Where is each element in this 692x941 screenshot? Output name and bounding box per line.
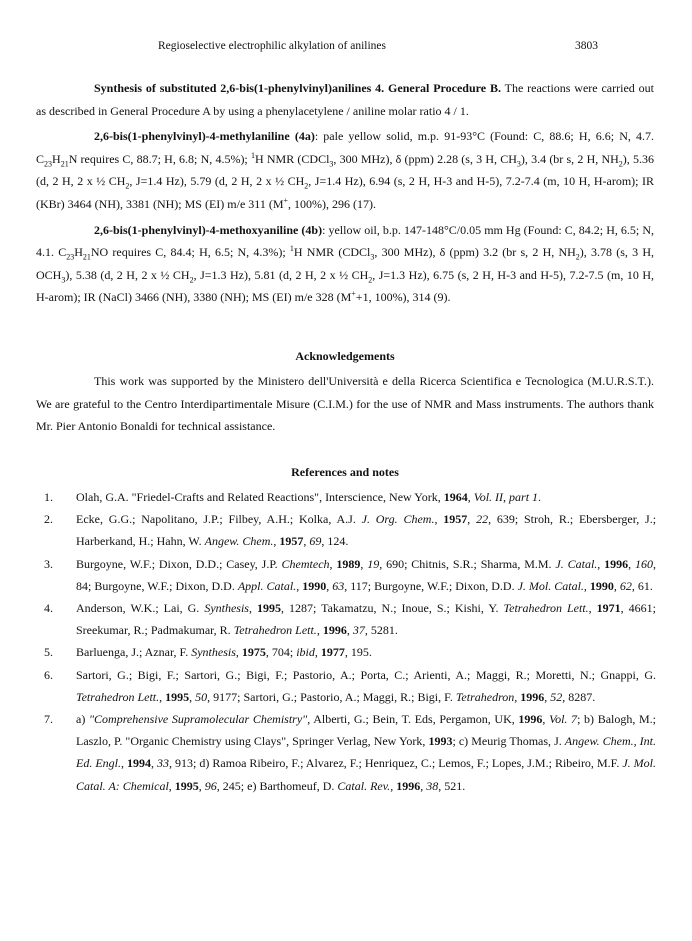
reference-italic: 37 <box>352 623 365 638</box>
reference-fragment: , <box>628 556 635 571</box>
reference-item <box>36 641 656 663</box>
reference-item <box>36 553 656 597</box>
reference-italic: Synthesis <box>191 645 236 660</box>
reference-fragment: , Alberti, G.; Bein, T. Eds, Pergamon, UK, <box>307 712 519 727</box>
reference-fragment: , <box>588 601 597 616</box>
reference-item <box>36 597 656 641</box>
reference-year: 1996 <box>322 623 347 638</box>
reference-fragment: , <box>326 578 333 593</box>
reference-year: 1964 <box>443 490 468 504</box>
reference-italic: 50 <box>195 689 208 704</box>
ms-superscript: + <box>351 289 356 299</box>
reference-italic: Synthesis <box>204 601 249 616</box>
reference-italic: Tetrahedron Lett. <box>233 623 317 638</box>
compound-4b-text: +1, 100%), 314 (9). <box>355 290 451 305</box>
compound-4a-name: 2,6-bis(1-phenylvinyl)-4-methylaniline (4a) <box>94 129 315 144</box>
reference-year: 1975 <box>241 645 266 660</box>
formula-subscript: 2 <box>368 275 373 285</box>
reference-fragment: , <box>314 645 321 660</box>
reference-text <box>76 708 656 797</box>
reference-fragment: Olah, G.A. "Friedel-Crafts and Related Reactions", Interscience, New York, <box>76 490 444 504</box>
reference-year: 1977 <box>320 645 345 660</box>
reference-item <box>36 708 656 797</box>
compound-4b-text: , J=1.3 Hz), 6.75 (s, 2 H, H-3 and H-5), 7.2-7.5 (m, 10 H, H-arom); IR (NaCl) 3466 (NH), 3380 (NH); MS (EI) m/e 328 (M <box>36 267 655 305</box>
reference-fragment: , 4661; Sreekumar, R.; Padmakumar, R. <box>76 601 657 638</box>
reference-italic: Chemtech <box>281 556 330 571</box>
reference-italic: Catal. Rev. <box>337 778 391 793</box>
reference-italic: J. Org. Chem. <box>361 512 435 527</box>
reference-fragment: , <box>346 623 353 638</box>
reference-year: 1990 <box>589 578 614 593</box>
reference-italic: 96 <box>204 778 217 793</box>
compound-4b-name: 2,6-bis(1-phenylvinyl)-4-methoxyaniline (4b) <box>94 222 323 237</box>
formula-subscript: 2 <box>125 181 130 191</box>
compound-4b-text: : yellow oil, b.p. 147-148°C/0.05 mm Hg (Found: C, 84.2; H, 6.5; N, 4.1. C <box>36 222 654 260</box>
reference-year: 1994 <box>127 756 152 771</box>
formula-subscript: 23 <box>66 252 75 262</box>
reference-fragment: , 5281. <box>364 623 398 638</box>
reference-text <box>76 508 656 552</box>
reference-fragment: , <box>360 556 368 571</box>
reference-year: 1995 <box>256 601 281 616</box>
reference-italic: "Comprehensive Supramolecular Chemistry" <box>88 712 308 727</box>
compound-4b-text: , J=1.3 Hz), 5.81 (d, 2 H, 2 x ½ CH <box>193 267 369 282</box>
reference-fragment: , <box>303 534 310 549</box>
compound-4a-text: , J=1.4 Hz), 5.79 (d, 2 H, 2 x ½ CH <box>129 174 305 189</box>
compound-4b-text: ), 5.38 (d, 2 H, 2 x ½ CH <box>65 267 190 282</box>
reference-text <box>76 486 656 508</box>
compound-4a-text: ), 3.4 (br s, 2 H, NH <box>520 151 619 166</box>
page-number: 3803 <box>575 40 598 52</box>
compound-4b-text: H <box>74 245 83 260</box>
reference-year: 1996 <box>604 556 629 571</box>
reference-year: 1996 <box>520 689 545 704</box>
compound-4a-text: H NMR (CDCl <box>254 151 330 166</box>
reference-text <box>76 597 656 641</box>
reference-fragment: , <box>151 756 158 771</box>
reference-italic: Vol. II, part 1 <box>473 490 539 504</box>
reference-fragment: , 913; d) Ramoa Ribeiro, F.; Alvarez, F.; Henriquez, C.; Lemos, F.; Lopes, J.M.; Ribeiro, M.F. <box>169 756 623 771</box>
reference-italic: Appl. Catal. <box>237 578 297 593</box>
formula-subscript: 3 <box>516 159 521 169</box>
formula-subscript: 21 <box>60 159 69 169</box>
ms-superscript: + <box>283 195 289 205</box>
reference-fragment: , <box>235 645 242 660</box>
reference-text <box>76 553 656 597</box>
reference-fragment: , <box>248 601 257 616</box>
reference-fragment: . <box>538 490 542 504</box>
reference-number: 5. <box>44 645 53 660</box>
reference-number: 3. <box>44 556 53 571</box>
reference-italic: 33 <box>157 756 170 771</box>
reference-fragment: Anderson, W.K.; Lai, G. <box>76 601 205 616</box>
formula-subscript: 2 <box>304 181 309 191</box>
reference-italic: J. Mol. Catal. <box>517 578 584 593</box>
compound-4a-text: , J=1.4 Hz), 6.94 (s, 2 H, H-3 and H-5), 7.2-7.4 (m, 10 H, H-arom); IR (KBr) 3464 (NH), 3381 (NH); MS (EI) m/e 311 (M <box>36 174 654 211</box>
acknowledgements-text: This work was supported by the Ministero dell'Università e della Ricerca Scientifica e Tecnologica (M.U.R.S.T.). We are grateful to the Centro Interdipartimentale Misure (C.I.M.) for the use of NMR and Mass instruments. The authors thank Mr. Pier Antonio Bonaldi for technical assistance. <box>36 374 654 434</box>
compound-4a-text: H <box>52 151 61 166</box>
reference-year: 1971 <box>596 601 621 616</box>
reference-italic: 22 <box>476 512 489 527</box>
formula-subscript: 2 <box>189 275 194 285</box>
reference-fragment: , <box>390 778 397 793</box>
reference-year: 1996 <box>396 778 421 793</box>
compound-4a-text: , 300 MHz), δ (ppm) 2.28 (s, 3 H, CH <box>333 151 517 166</box>
references-heading: References and notes <box>291 465 399 479</box>
compound-4b-text: NO requires C, 84.4; H, 6.5; N, 4.3%); <box>90 245 290 260</box>
formula-subscript: 3 <box>370 252 375 262</box>
reference-fragment: , 1287; Takamatzu, N.; Inoue, S.; Kishi, Y. <box>280 601 504 616</box>
reference-italic: 62 <box>619 578 632 593</box>
reference-number: 7. <box>44 712 53 727</box>
reference-fragment: , 195. <box>344 645 372 660</box>
reference-fragment: , <box>544 689 551 704</box>
reference-italic: 38 <box>426 778 439 793</box>
reference-fragment: , <box>296 578 303 593</box>
reference-fragment: , <box>613 578 620 593</box>
general-procedure-b-paragraph <box>36 77 654 122</box>
reference-italic: 63 <box>332 578 345 593</box>
reference-italic: 160 <box>635 556 653 571</box>
reference-italic: Angew. Chem., Int. Ed. Engl. <box>76 734 656 771</box>
reference-number: 4. <box>44 601 53 616</box>
reference-fragment: , <box>121 756 128 771</box>
reference-fragment: , <box>583 578 590 593</box>
reference-italic: Tetrahedron, <box>455 689 518 704</box>
reference-fragment: , <box>542 712 550 727</box>
reference-fragment: , 704; <box>265 645 297 660</box>
running-title: Regioselective electrophilic alkylation of anilines <box>158 40 387 52</box>
reference-fragment: , <box>159 689 166 704</box>
reference-fragment: , <box>198 778 205 793</box>
formula-subscript: 23 <box>44 159 53 169</box>
formula-subscript: 3 <box>61 275 66 285</box>
acknowledgements-heading: Acknowledgements <box>295 349 395 363</box>
reference-italic: 19 <box>367 556 380 571</box>
reference-fragment: , 639; Stroh, R.; Ebersberger, J.; Harberkand, H.; Hahn, W. <box>76 512 657 549</box>
reference-year: 1995 <box>165 689 190 704</box>
reference-italic: J. Catal. <box>555 556 598 571</box>
reference-item <box>36 664 656 708</box>
reference-fragment: , <box>467 512 477 527</box>
references-list <box>36 486 656 797</box>
reference-year: 1990 <box>302 578 327 593</box>
reference-fragment: , <box>329 556 337 571</box>
reference-italic: Vol. 7 <box>549 712 578 727</box>
reference-text <box>76 641 656 663</box>
reference-text <box>76 664 656 708</box>
reference-fragment: , <box>420 778 427 793</box>
compound-4a-text: , 100%), 296 (17). <box>288 196 377 211</box>
reference-italic: 69 <box>309 534 322 549</box>
reference-number: 2. <box>44 512 53 527</box>
nmr-superscript: 1 <box>250 150 255 160</box>
reference-year: 1996 <box>518 712 543 727</box>
reference-fragment: , <box>467 490 474 504</box>
reference-fragment: , 521. <box>438 778 466 793</box>
nmr-superscript: 1 <box>289 244 294 254</box>
compound-4b-text: ), 3.78 (s, 3 H, OCH <box>36 245 654 282</box>
reference-year: 1957 <box>279 534 304 549</box>
reference-item <box>36 508 656 552</box>
reference-fragment: , 84; Burgoyne, W.F.; Dixon, D.D. <box>76 556 656 593</box>
reference-italic: Tetrahedron Lett. <box>503 601 589 616</box>
reference-fragment: , 124. <box>321 534 349 549</box>
reference-fragment: ; b) Balogh, M.; Laszlo, P. "Organic Chemistry using Clays", Springer Verlag, New York, <box>76 712 657 749</box>
formula-subscript: 2 <box>575 252 580 262</box>
formula-subscript: 21 <box>82 252 91 262</box>
formula-subscript: 3 <box>329 159 334 169</box>
running-header <box>98 38 598 54</box>
reference-italic: Angew. Chem. <box>204 534 274 549</box>
compound-4a-text: N requires C, 88.7; H, 6.8; N, 4.5%); <box>68 151 251 166</box>
reference-year: 1989 <box>336 556 361 571</box>
reference-fragment: , <box>597 556 605 571</box>
formula-subscript: 2 <box>618 159 623 169</box>
reference-year: 1993 <box>428 734 453 749</box>
reference-fragment: ; c) Meurig Thomas, J. <box>452 734 565 749</box>
reference-number: 6. <box>44 667 53 682</box>
reference-fragment: a) <box>76 712 89 727</box>
reference-fragment: , 9177; Sartori, G.; Pastorio, A.; Maggi, R.; Bigi, F. <box>207 689 456 704</box>
compound-4b-text: , 300 MHz), δ (ppm) 3.2 (br s, 2 H, NH <box>374 245 576 260</box>
reference-fragment: , <box>168 778 175 793</box>
general-procedure-b-heading: Synthesis of substituted 2,6-bis(1-phenylvinyl)anilines 4. General Procedure B. <box>94 81 501 95</box>
reference-fragment: , <box>273 534 280 549</box>
acknowledgements-section <box>36 370 654 438</box>
reference-fragment: Burgoyne, W.F.; Dixon, D.D.; Casey, J.P. <box>76 556 282 571</box>
reference-fragment: , <box>189 689 196 704</box>
reference-italic: 52 <box>550 689 563 704</box>
reference-year: 1957 <box>443 512 468 527</box>
compound-4a-text: ), 5.36 (d, 2 H, 2 x ½ CH <box>36 151 654 189</box>
compound-4a-paragraph <box>36 125 654 215</box>
experimental-section <box>36 77 654 309</box>
general-procedure-b-text: The reactions were carried out as described in General Procedure A by using a phenylacetylene / aniline molar ratio 4 / 1. <box>36 81 654 118</box>
reference-fragment: , 245; e) Barthomeuf, D. <box>216 778 338 793</box>
reference-italic: J. Mol. Catal. A: Chemical <box>76 756 657 793</box>
reference-italic: Tetrahedron Lett. <box>76 689 160 704</box>
reference-fragment: , <box>316 623 323 638</box>
reference-fragment: , 690; Chitnis, S.R.; Sharma, M.M. <box>379 556 556 571</box>
reference-italic: ibid <box>296 645 315 660</box>
reference-item <box>36 486 656 508</box>
reference-fragment: Sartori, G.; Bigi, F.; Sartori, G.; Bigi, F.; Pastorio, A.; Porta, C.; Arienti, A.; Maggi, R.; Moretti, N.; Gnappi, G. <box>76 667 656 682</box>
compound-4b-paragraph <box>36 219 654 309</box>
reference-fragment: , 8287. <box>562 689 596 704</box>
reference-fragment: , <box>434 512 444 527</box>
reference-fragment: , 117; Burgoyne, W.F.; Dixon, D.D. <box>344 578 518 593</box>
reference-fragment: , 61. <box>631 578 653 593</box>
compound-4b-text: H NMR (CDCl <box>293 245 371 260</box>
reference-fragment: Ecke, G.G.; Napolitano, J.P.; Filbey, A.H.; Kolka, A.J. <box>76 512 362 527</box>
compound-4a-text: : pale yellow solid, m.p. 91-93°C (Found: C, 88.6; H, 6.6; N, 4.7. C <box>36 129 655 166</box>
reference-number: 1. <box>44 490 53 504</box>
reference-fragment: Barluenga, J.; Aznar, F. <box>76 645 192 660</box>
reference-year: 1995 <box>174 778 199 793</box>
